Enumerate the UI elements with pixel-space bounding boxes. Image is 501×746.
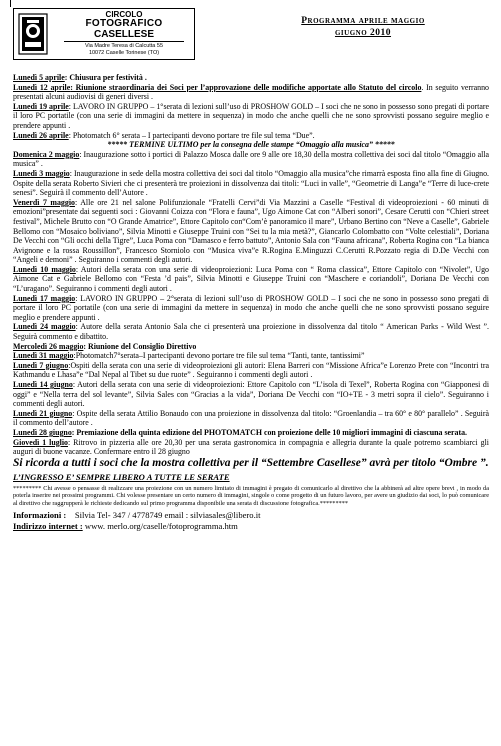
entry-text: : LAVORO IN GRUPPO – 2°serata di lezioni sull’uso di PROSHOW GOLD – I soci che ne sono in possesso sono pregati di portare il loro PC portatile (con una serie di immagini da mettere in sequenza) in modo che anche quelli che ne sono sprovvisti possano seguire meglio e prendere appunti . [13,293,489,322]
entry-date: Lunedì 26 aprile [13,130,69,140]
entry-text: : Photomatch 6° serata – I partecipanti devono portare tre file sul tema “Due”. [68,130,315,140]
entry-text: : Riunione del Consiglio Direttivo [83,341,197,351]
contact-info [13,510,489,521]
entry-date: Domenica 2 maggio [13,149,80,159]
entry-text: : Premiazione della quinta edizione del PHOTOMATCH con proiezione delle 10 migliori immagini di ciascuna serata. [71,427,468,437]
club-logo [13,8,195,60]
entry-text: :Photomatch7°serata–I partecipanti devono portare tre file sul tema “Tanti, tante, tantissimi” [73,351,365,361]
entry-row [13,83,489,102]
entry-date: Lunedì 5 aprile [13,73,65,82]
entry-row [13,198,489,265]
deadline-notice [13,140,489,150]
entry-text: : Ritrovo in pizzeria alle ore 20,30 per una serata gastronomica in compagnia e allegria durante la quale potremo scambiarci gli auguri di buone vacanze. Confermare entro il 28 giugno [13,437,489,457]
entry-date: Giovedì 1 luglio [13,437,68,447]
entry-date: Lunedì 28 giugno [13,427,72,437]
entry-row [13,150,489,169]
entry-row [13,322,489,341]
logo-divider [64,41,184,42]
entry-text: . In seguito verranno presentati alcuni audiovisi di generi diversi . [13,82,489,102]
entry-row [13,169,489,198]
logo-circolo: CIRCOLO [105,10,143,19]
contact-info-label: Informazioni : [13,509,67,520]
entry-date: Lunedì 3 maggio [13,168,70,178]
footnote: ********* Chi avesse o pensasse di realizzare una proiezione con un numero limitato di immagini è pregato di comunicarlo al direttivo che la abbinerà ad altre opere brevi , in modo da poterla inserire nei prossimi programmi. Chi volesse presentare un certo numero di immagini, singole o come progetto di un futuro lavoro, per avere un giudizio dai soci, lo può comunicare al direttivo che raggrupperà le richieste dedicando sul primo programma disponibile una serata di discussione fotografica.********* [13,484,489,508]
logo-fotografico: FOTOGRAFICO [85,18,163,29]
entry-text: : Inaugurazione in sede della mostra collettiva dei soci dal titolo “Omaggio alla musica”che rimarrà esposta fino alla fine di Giugno. Ospite della serata Roberto Sivieri che ci presenterà tre proiezioni in dissolvenza dai titoli: “Luci in valle”, “Geometrie di Langa”e “Terre di luce-crete senesi”. Seguirà il commento dell’Autore . [13,168,490,198]
entry-row [13,438,489,457]
entry-date: Lunedì 10 maggio [13,264,76,274]
entry-row [13,380,489,409]
entry-date: Lunedì 7 giugno [13,360,69,370]
logo-casellese: CASELLESE [93,29,154,40]
entry-date: Lunedì 12 aprile [13,82,71,92]
entry-row [13,428,489,438]
program-title-line1: Programma aprile maggio [301,16,425,26]
entry-row [13,409,489,428]
camera-crest-icon [18,13,48,55]
free-entry-notice: L’INGRESSO E’ SEMPRE LIBERO A TUTTE LE SERATE [13,471,230,482]
entry-text: : Autori della serata con una serie di videoproiezioni: Luca Poma con “ Roma classica”, Ettore Capitolo con “Nivolet”, Ugo Aimone Cat e Gabriele Bellomo con “Festa ’d pais”, Silvia Minotti e Giuseppe Truini con “Maschere e coriandoli”, Doriana De Vecchi con “L’uragano”. Seguiranno i commenti degli autori . [13,264,489,294]
entry-text: : Autore della serata Antonio Sala che ci presenterà una proiezione in dissolvenza dal titolo “ American Parks - Wild West ”. Seguirà commento e dibattito. [13,322,489,342]
entry-text: : Ospite della serata Attilio Bonaudo con una proiezione in dissolvenza dal titolo: “Groenlandia – tra 60° e 80° parallelo” . Seguirà il commento dell’autore . [13,408,489,428]
program-title-line2: giugno 2010 [334,28,392,38]
entry-date: Lunedì 31 maggio [13,351,74,361]
entry-date: Lunedì 19 aprile [13,101,69,111]
entry-row [13,361,489,380]
exhibition-reminder: Si ricorda a tutti i soci che la mostra collettiva per il “Settembre Casellese” avrà per titolo “Ombre ”. [13,456,489,469]
entry-date: Lunedì 17 maggio [13,293,76,303]
program-title [263,15,463,39]
entry-date: Lunedì 14 giugno [13,380,73,389]
contact-web-label: Indirizzo internet : [13,520,83,531]
entry-text: : Chiusura per festività . [64,73,147,82]
entry-text: : LAVORO IN GRUPPO – 1°serata di lezioni sull’uso di PROSHOW GOLD – I soci che ne sono in possesso sono pregati di portare il loro PC portatile (con una serie di immagini da mettere in sequenza) in modo che anche quelli che ne sono sprovvisti possano seguire meglio e prendere appunti . [13,101,490,130]
entry-text: :Ospiti della serata con una serie di videoproiezioni gli autori: Elena Barreri con “Missione Africa”e Lorenzo Prete con “Incontri tra Kathmandu e Lhasa”e “Dal Nepal al Tibet su due ruote” . Seguiranno i commenti degli autori . [13,360,489,380]
entry-date: Venerdì 7 maggio [13,197,75,207]
entry-row [13,102,489,131]
entry-date: Lunedì 21 giugno [13,408,73,418]
logo-address-street: Via Madre Teresa di Calcutta 55 [84,43,164,49]
program-body [13,73,489,532]
entry-text: : Inaugurazione sotto i portici di Palazzo Mosca dalle ore 9 alle ore 18,30 della mostra collettiva dei soci dal titolo “Omaggio alla musica” . [13,149,490,169]
entry-text: : Autori della serata con una serie di videoproiezioni: Ettore Capitolo con “L’isola di Texel”, Roberta Rogina con “Giapponesi di oggi” e “Nella terra del sol levante”, Silvia Sales con “Gracias a la vida”, Doriana De Vecchi con “IO+TE - 3 metri sopra il cielo”. Seguiranno i commenti degli autori. [13,380,490,409]
corner-mark [10,0,11,7]
entry-date: Lunedì 24 maggio [13,322,76,332]
logo-address-city: 10072 Caselle Torinese (TO) [88,50,160,56]
entry-text-underlined: : Riunione straordinaria dei Soci per l’approvazione delle modifiche apportate allo Statuto del circolo [70,82,422,92]
entry-row [13,342,489,352]
entry-row [13,265,489,294]
entry-row [13,351,489,361]
contact-info-text: Silvia Tel- 347 / 4778749 email : silviasales@libero.it [74,509,261,520]
contact-web [13,521,489,532]
entry-row [13,73,489,83]
entry-text: : Alle ore 21 nel salone Polifunzionale “Fratelli Cervi”di Via Mazzini a Caselle “Festival di videoproiezioni - 60 minuti di emozioni”presentate dai seguenti soci : Giovanni Coizza con “Flora e fauna”, Ugo Aimone Cat con “Alberi sonori”, Cesare Cerutti con “Chieri street festival”, Michele Brutto con “O Grande Amatrice”, Ettore Capitolo con“Com’è panoramico il mare”, Urbano Bertino con “Neve a Caselle”, Gabriele Bellomo con “Mosaico boliviano”, Silvia Minotti e Giuseppe Truini con “Sei tu la mia metà?”, Giancarlo Colombatto con “Volte celestiali”, Doriana De Vecchi con “Gli occhi della Tigre”, Luca Poma con “Damasco e ferro battuto”, Antonio Sala con “Fauna africana”, Roberta Rogina con “La bianca Avignone e la rossa Roussillon”, Francesco Storniolo con “Musica viva”e R.Rogina E.Minguzzi C.Cerutti R.Pozzato regia di D.De Vecchi con “Angeli e demoni” . Seguiranno i commenti degli autori. [13,197,489,265]
entry-row [13,131,489,141]
deadline-text: ***** TERMINE ULTIMO per la consegna delle stampe “Omaggio alla musica” ***** [107,140,395,150]
entry-row [13,294,489,323]
entry-date: Mercoledì 26 maggio [13,341,84,351]
contact-web-text: www. merlo.org/caselle/fotoprogramma.htm [84,520,238,531]
